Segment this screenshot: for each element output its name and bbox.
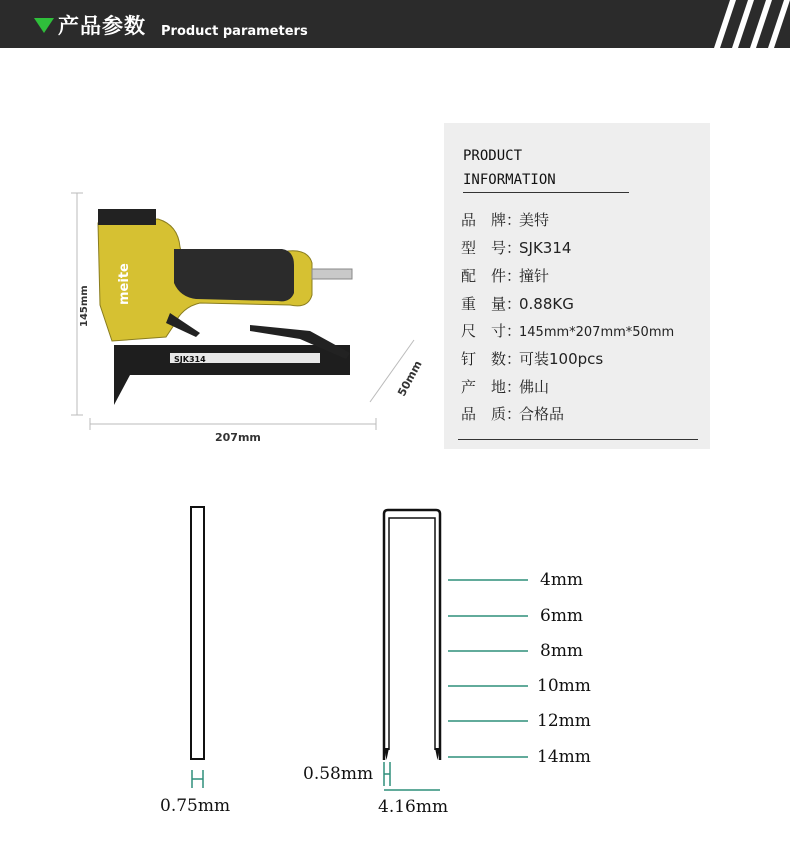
- info-value: 合格品: [519, 405, 565, 423]
- section-header: [0, 0, 790, 48]
- air-fitting-shape: [312, 269, 352, 279]
- info-value: 145mm*207mm*50mm: [519, 325, 675, 340]
- info-title-line2: INFORMATION: [463, 172, 556, 188]
- staple-front-outer: [384, 510, 440, 760]
- length-label: 10mm: [537, 676, 591, 696]
- model-plate-label: SJK314: [174, 355, 206, 364]
- length-label: 12mm: [537, 711, 591, 731]
- info-value: SJK314: [519, 239, 572, 257]
- info-title-line1: PRODUCT: [463, 148, 523, 164]
- info-row: [461, 320, 674, 341]
- side-thickness-label: 0.75mm: [160, 796, 231, 816]
- depth-dim-label: 50mm: [395, 358, 425, 399]
- info-value: 撞针: [519, 267, 550, 285]
- info-key: 配 件：: [461, 267, 522, 285]
- height-dim-label: 145mm: [79, 285, 90, 327]
- info-row: [461, 265, 549, 286]
- brand-side-label: meite: [117, 263, 132, 305]
- info-key: 品 牌：: [461, 211, 522, 229]
- staple-front-inner: [389, 518, 435, 750]
- trigger-shape: [166, 313, 200, 337]
- info-divider-bottom: [458, 439, 698, 440]
- info-key: 重 量：: [461, 295, 522, 313]
- info-row: [461, 237, 571, 258]
- info-value: 佛山: [519, 378, 550, 396]
- info-key: 尺 寸：: [461, 322, 522, 340]
- length-label: 6mm: [540, 606, 584, 626]
- info-row: [461, 209, 549, 230]
- info-key: 型 号：: [461, 239, 522, 257]
- info-row: [461, 348, 603, 369]
- length-label: 4mm: [540, 570, 584, 590]
- slash-stripes-icon: [700, 0, 790, 48]
- info-key: 产 地：: [461, 378, 522, 396]
- grip-shape: [174, 249, 294, 301]
- wire-thickness-label: 0.58mm: [303, 764, 374, 784]
- info-row: [461, 376, 549, 397]
- info-title: [463, 144, 556, 192]
- info-divider-top: [463, 192, 629, 193]
- info-key: 品 质：: [461, 405, 522, 423]
- staple-side-view: [191, 507, 204, 759]
- info-value: 0.88KG: [519, 295, 574, 313]
- length-label: 8mm: [540, 641, 584, 661]
- info-row: [461, 293, 574, 314]
- header-title-en: Product parameters: [161, 24, 308, 39]
- stapler-image: [50, 185, 430, 445]
- triangle-marker-icon: [34, 18, 54, 33]
- length-label: 14mm: [537, 747, 591, 767]
- info-key: 钉 数：: [461, 350, 522, 368]
- info-value: 美特: [519, 211, 550, 229]
- header-title-cn: 产品参数: [58, 14, 146, 38]
- crown-width-label: 4.16mm: [378, 797, 449, 817]
- top-cap-shape: [98, 209, 156, 225]
- width-dim-label: 207mm: [215, 431, 261, 444]
- info-value: 可装100pcs: [519, 350, 604, 368]
- info-row: [461, 403, 564, 424]
- product-info-panel: [444, 123, 710, 449]
